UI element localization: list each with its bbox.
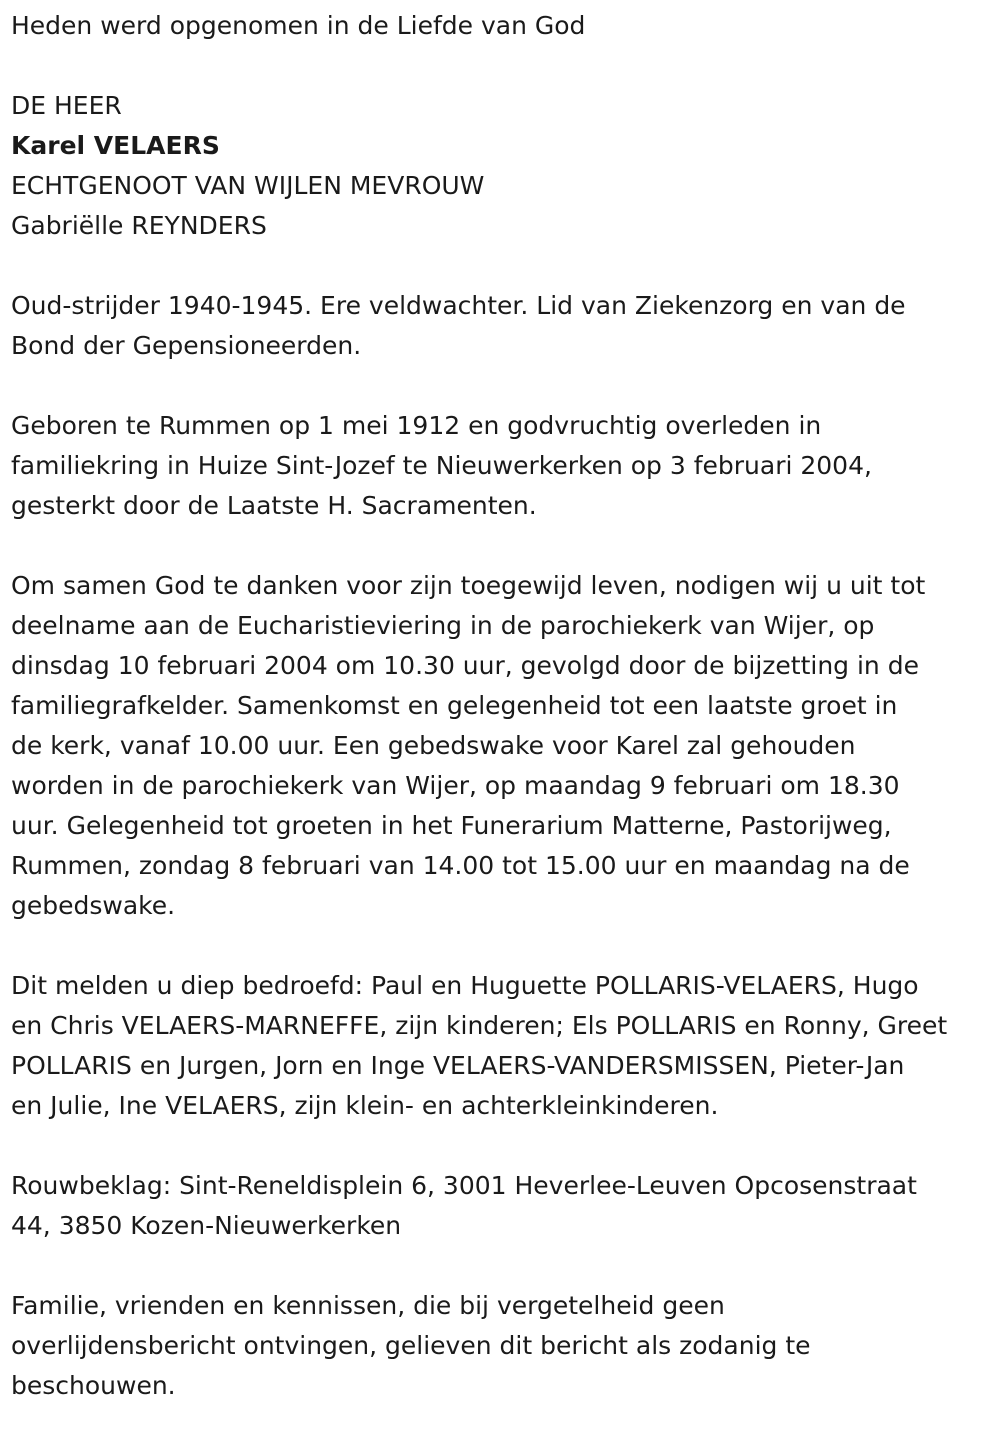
spacer: [11, 1126, 993, 1166]
title-prefix: DE HEER: [11, 91, 122, 120]
text-line: Om samen God te danken voor zijn toegewijd leven, nodigen wij u uit tot: [11, 571, 926, 600]
text-line: en Chris VELAERS-MARNEFFE, zijn kinderen; Els POLLARIS en Ronny, Greet: [11, 1011, 948, 1040]
text-line: dinsdag 10 februari 2004 om 10.30 uur, gevolgd door de bijzetting in de: [11, 651, 919, 680]
spacer: [11, 926, 993, 966]
spouse-name: Gabriëlle REYNDERS: [11, 211, 267, 240]
intro-line: Heden werd opgenomen in de Liefde van God: [11, 11, 586, 40]
text-line: overlijdensbericht ontvingen, gelieven dit bericht als zodanig te: [11, 1331, 811, 1360]
family-paragraph: [11, 966, 993, 1126]
text-line: beschouwen.: [11, 1371, 176, 1400]
text-line: Rummen, zondag 8 februari van 14.00 tot 15.00 uur en maandag na de: [11, 851, 910, 880]
text-line: Bond der Gepensioneerden.: [11, 331, 362, 360]
text-line: Oud-strijder 1940-1945. Ere veldwachter. Lid van Ziekenzorg en van de: [11, 291, 906, 320]
spacer: [11, 366, 993, 406]
text-line: Geboren te Rummen op 1 mei 1912 en godvruchtig overleden in: [11, 411, 822, 440]
text-line: gesterkt door de Laatste H. Sacramenten.: [11, 491, 537, 520]
text-line: Familie, vrienden en kennissen, die bij vergetelheid geen: [11, 1291, 725, 1320]
merits-paragraph: [11, 286, 993, 366]
ceremony-paragraph: [11, 566, 993, 926]
text-line: familiegrafkelder. Samenkomst en gelegenheid tot een laatste groet in: [11, 691, 898, 720]
text-line: Dit melden u diep bedroefd: Paul en Huguette POLLARIS-VELAERS, Hugo: [11, 971, 919, 1000]
text-line: worden in de parochiekerk van Wijer, op maandag 9 februari om 18.30: [11, 771, 900, 800]
text-line: POLLARIS en Jurgen, Jorn en Inge VELAERS-VANDERSMISSEN, Pieter-Jan: [11, 1051, 905, 1080]
text-line: de kerk, vanaf 10.00 uur. Een gebedswake voor Karel zal gehouden: [11, 731, 856, 760]
birth-death-paragraph: [11, 406, 993, 526]
deceased-name: Karel VELAERS: [11, 131, 220, 160]
spacer: [11, 46, 993, 86]
text-line: gebedswake.: [11, 891, 176, 920]
notice-paragraph: [11, 1286, 993, 1406]
text-line: Rouwbeklag: Sint-Reneldisplein 6, 3001 Heverlee-Leuven Opcosenstraat: [11, 1171, 917, 1200]
obituary-document: [11, 6, 993, 1406]
relation-line: ECHTGENOOT VAN WIJLEN MEVROUW: [11, 171, 485, 200]
text-line: en Julie, Ine VELAERS, zijn klein- en achterkleinkinderen.: [11, 1091, 719, 1120]
text-line: uur. Gelegenheid tot groeten in het Funerarium Matterne, Pastorijweg,: [11, 811, 892, 840]
text-line: deelname aan de Eucharistieviering in de parochiekerk van Wijer, op: [11, 611, 875, 640]
text-line: 44, 3850 Kozen-Nieuwerkerken: [11, 1211, 402, 1240]
spacer: [11, 1246, 993, 1286]
spacer: [11, 246, 993, 286]
text-line: familiekring in Huize Sint-Jozef te Nieuwerkerken op 3 februari 2004,: [11, 451, 872, 480]
condolences-paragraph: [11, 1166, 993, 1246]
spacer: [11, 526, 993, 566]
